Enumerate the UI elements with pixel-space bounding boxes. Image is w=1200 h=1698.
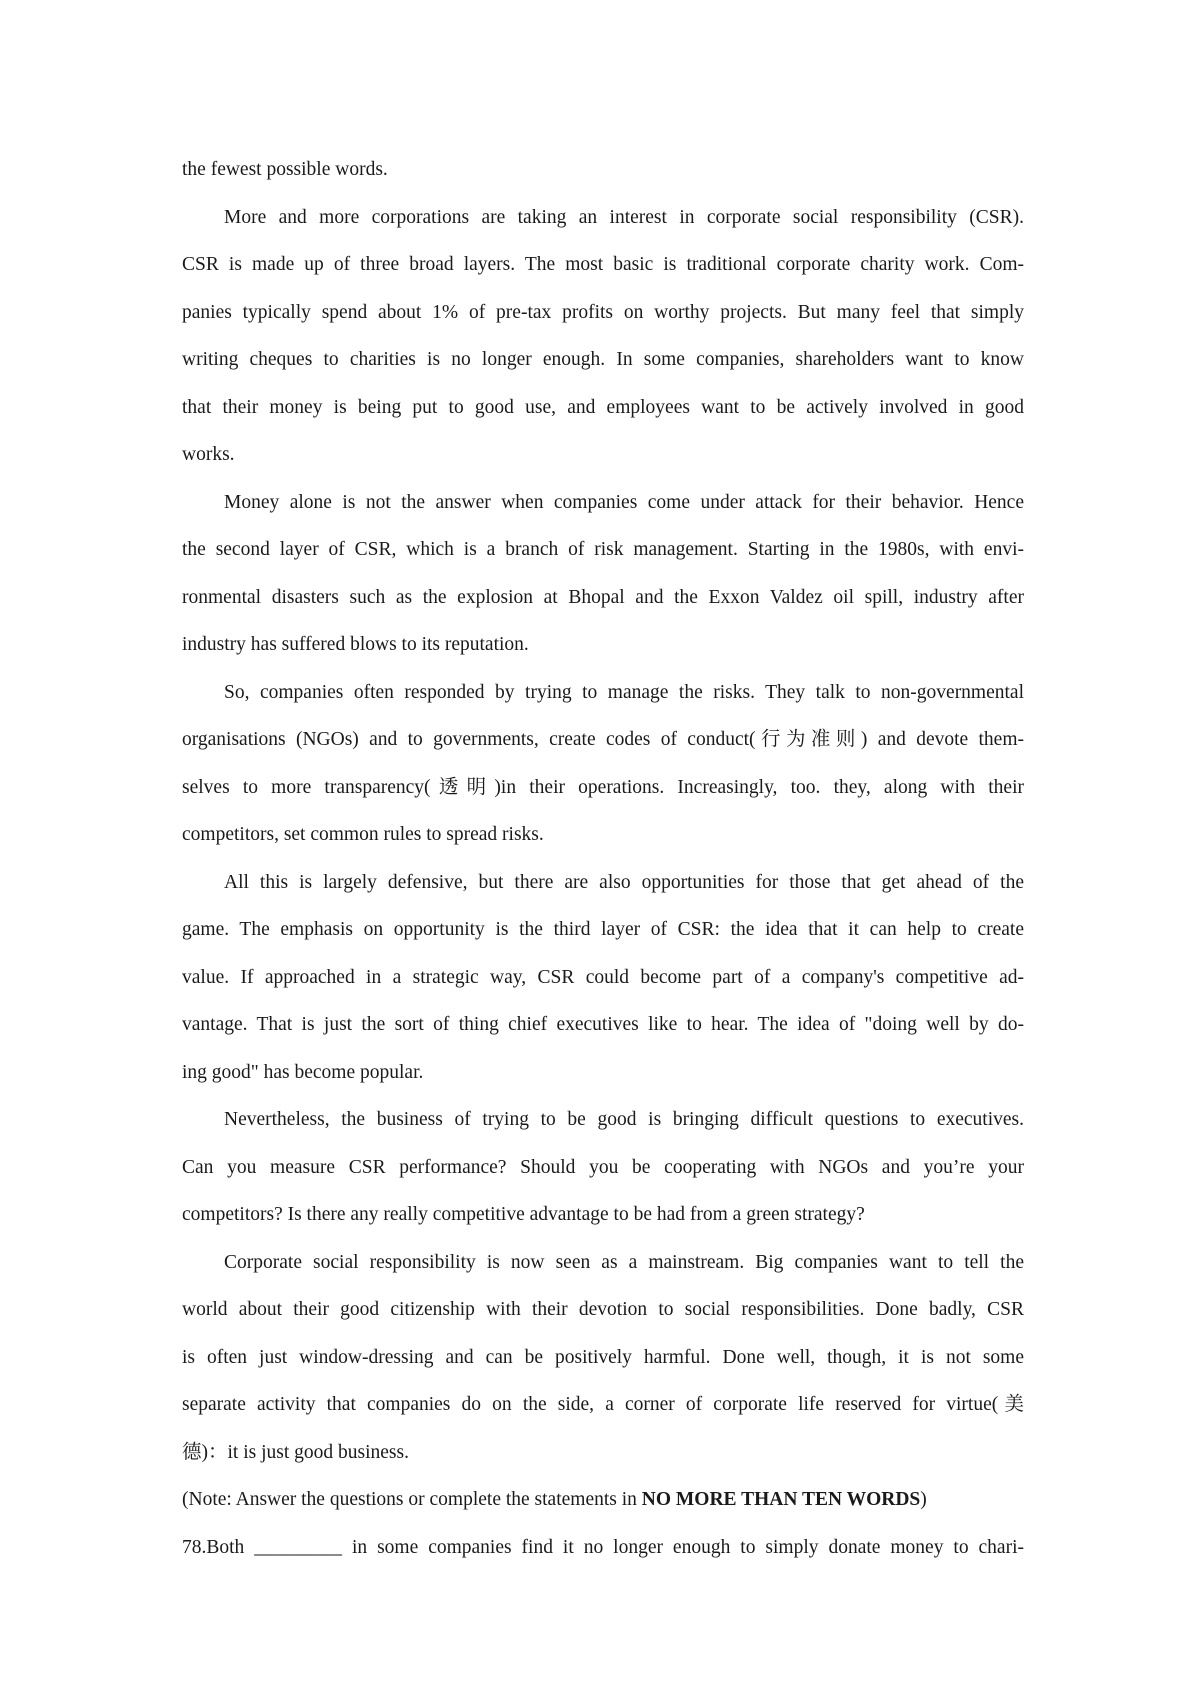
- text-line: vantage. That is just the sort of thing chief executives like to hear. The idea of "doing well by do-: [182, 1014, 1024, 1035]
- text-line: separate activity that companies do on the side, a corner of corporate life reserved for virtue(美: [182, 1394, 1024, 1415]
- text-line: CSR is made up of three broad layers. The most basic is traditional corporate charity work. Com-: [182, 254, 1024, 275]
- text-line: the fewest possible words.: [182, 159, 388, 180]
- note-suffix: ): [920, 1489, 927, 1510]
- text-line: 德)：it is just good business.: [182, 1441, 409, 1463]
- text-line: writing cheques to charities is no longer enough. In some companies, shareholders want to know: [182, 349, 1024, 370]
- text-line: competitors, set common rules to spread risks.: [182, 824, 544, 845]
- text-line: works.: [182, 444, 235, 465]
- text-line: panies typically spend about 1% of pre-tax profits on worthy projects. But many feel that simply: [182, 301, 1024, 323]
- text-line: industry has suffered blows to its reputation.: [182, 634, 529, 655]
- question-78: 78.Both _________ in some companies find it no longer enough to simply donate money to chari-: [182, 1536, 1024, 1558]
- note-bold: NO MORE THAN TEN WORDS: [641, 1489, 921, 1510]
- text-line: game. The emphasis on opportunity is the third layer of CSR: the idea that it can help to create: [182, 919, 1024, 940]
- text-line: So, companies often responded by trying to manage the risks. They talk to non-governmental: [224, 681, 1024, 703]
- text-line: All this is largely defensive, but there are also opportunities for those that get ahead of the: [224, 871, 1024, 893]
- document-page: [182, 146, 1024, 1571]
- text-line: world about their good citizenship with their devotion to social responsibilities. Done badly, CSR: [182, 1299, 1024, 1320]
- text-line: Corporate social responsibility is now seen as a mainstream. Big companies want to tell the: [224, 1251, 1024, 1273]
- text-line: is often just window-dressing and can be positively harmful. Done well, though, it is not some: [182, 1346, 1024, 1368]
- text-line: ronmental disasters such as the explosion at Bhopal and the Exxon Valdez oil spill, industry after: [182, 586, 1024, 608]
- text-line: the second layer of CSR, which is a branch of risk management. Starting in the 1980s, with envi-: [182, 539, 1024, 560]
- text-line: Money alone is not the answer when companies come under attack for their behavior. Hence: [224, 491, 1024, 513]
- text-line: ing good" has become popular.: [182, 1061, 424, 1083]
- text-line: selves to more transparency(透明)in their operations. Increasingly, too. they, along with their: [182, 776, 1024, 798]
- text-line: More and more corporations are taking an interest in corporate social responsibility (CSR).: [224, 206, 1024, 228]
- note-prefix: (Note: Answer the questions or complete the statements in: [182, 1489, 642, 1510]
- text-line: Nevertheless, the business of trying to be good is bringing difficult questions to executives.: [224, 1109, 1024, 1130]
- text-line: that their money is being put to good use, and employees want to be actively involved in good: [182, 396, 1024, 418]
- instruction-note: [182, 1476, 1024, 1524]
- text-line: value. If approached in a strategic way, CSR could become part of a company's competitive ad-: [182, 966, 1024, 988]
- text-line: organisations (NGOs) and to governments, create codes of conduct(行为准则) and devote them-: [182, 729, 1024, 750]
- text-line: Can you measure CSR performance? Should you be cooperating with NGOs and you’re your: [182, 1156, 1024, 1178]
- text-line: competitors? Is there any really competitive advantage to be had from a green strategy?: [182, 1204, 865, 1225]
